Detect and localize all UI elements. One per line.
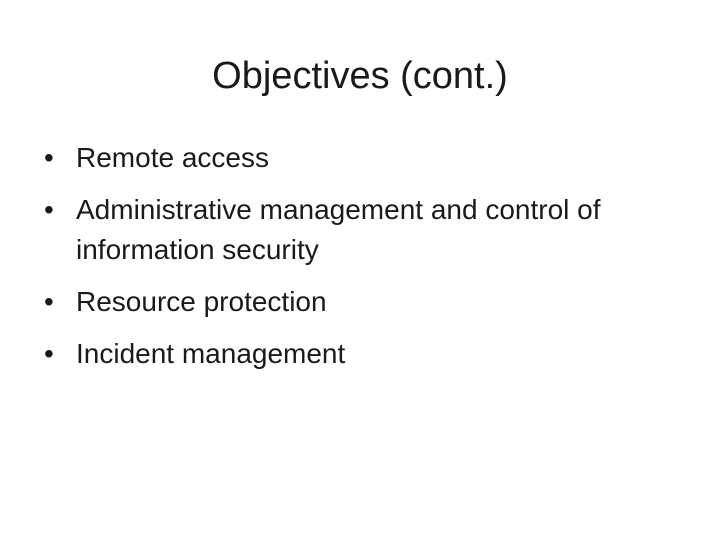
list-item [44,334,684,374]
list-item [44,282,684,322]
list-item [44,138,684,178]
list-item [44,190,684,270]
bullet-text: Incident management [76,338,346,369]
slide-title: Objectives (cont.) [212,55,508,97]
bullet-icon: • [44,194,54,225]
bullet-icon: • [44,142,54,173]
bullet-icon: • [44,286,54,317]
bullet-text: Remote access [76,142,269,173]
bullet-text: Administrative management and control of information security [76,194,601,265]
bullet-icon: • [44,338,54,369]
bullet-list [44,138,684,386]
bullet-text: Resource protection [76,286,327,317]
